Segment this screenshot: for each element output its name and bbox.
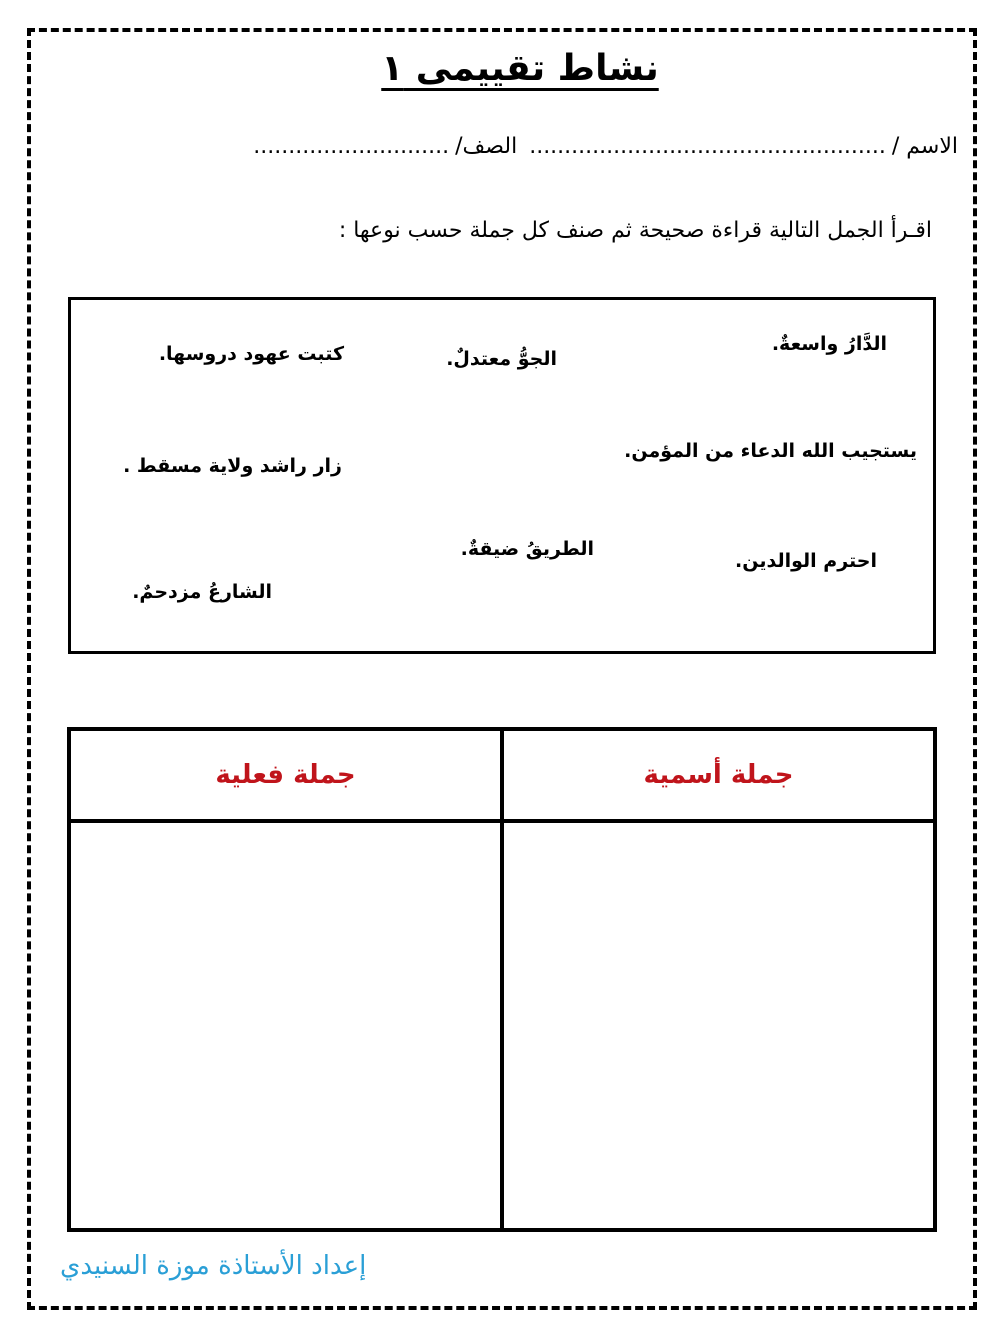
sentence-item[interactable]: زار راشد ولاية مسقط .	[123, 455, 342, 477]
title-text: نشاط تقييمى ١	[381, 48, 659, 89]
student-info-line	[253, 130, 958, 164]
instruction-text: اقـرأ الجمل التالية قراءة صحيحة ثم صنف كل جملة حسب نوعها :	[338, 218, 932, 243]
sentence-item[interactable]: الطريقُ ضيقةٌ.	[460, 538, 594, 560]
sentence-item[interactable]: كتبت عهود دروسها.	[158, 343, 344, 365]
classification-table	[67, 727, 937, 1232]
header-nominal-sentence: جملة أسمية	[643, 760, 794, 790]
header-verbal-sentence: جملة فعلية	[215, 760, 356, 790]
class-field[interactable]: ............................	[253, 134, 450, 159]
sentence-bank	[68, 297, 936, 654]
class-label: الصف/	[455, 134, 518, 159]
sentence-item[interactable]: احترم الوالدين.	[735, 550, 877, 572]
name-field[interactable]: ...................................................	[529, 134, 886, 159]
author-credit: إعداد الأستاذة موزة السنيدي	[60, 1251, 367, 1281]
name-label: الاسم /	[891, 134, 958, 159]
sentence-item[interactable]: الدَّارُ واسعةٌ.	[771, 333, 887, 355]
page-title	[300, 44, 740, 94]
sentence-item[interactable]: الجوُّ معتدلٌ.	[446, 348, 557, 370]
sentence-item[interactable]: يستجيب الله الدعاء من المؤمن.	[624, 440, 917, 462]
nominal-sentence-dropzone[interactable]	[504, 823, 933, 1228]
sentence-item[interactable]: الشارعُ مزدحمٌ.	[132, 581, 272, 603]
verbal-sentence-dropzone[interactable]	[71, 823, 500, 1228]
